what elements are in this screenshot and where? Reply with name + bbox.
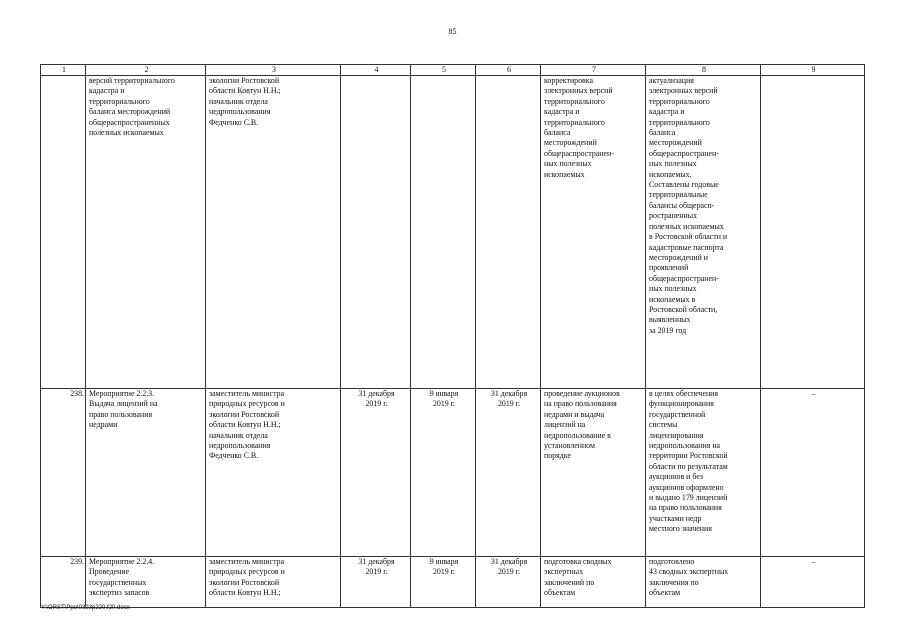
cell-line: электронных версий xyxy=(649,86,718,96)
cell-line: в целях обеспечения xyxy=(649,389,719,398)
cell-line: 2019 г. xyxy=(365,567,388,577)
cell-line: территориального xyxy=(544,96,605,106)
cell-line: аукционов оформлено xyxy=(649,482,724,492)
cell-line: области Ковтун Н.Н.; xyxy=(209,86,281,96)
cell-responsible xyxy=(206,76,341,389)
cell-line: начальник отдела xyxy=(209,96,268,106)
cell-line: аукционов и без xyxy=(649,472,703,482)
cell-line: Проведение xyxy=(89,567,130,577)
cell-activity xyxy=(86,557,206,608)
cell-end-date xyxy=(476,76,541,389)
cell-result-actual xyxy=(646,389,761,557)
cell-line: Федченко С.В. xyxy=(209,451,259,461)
cell-start-date xyxy=(411,76,476,389)
cell-line: территории Ростовской xyxy=(649,451,728,461)
cell-line: ных полезных xyxy=(544,159,592,169)
cell-line: кадастра и xyxy=(544,107,580,117)
cell-line: версий территориального xyxy=(89,76,175,85)
cell-line: функционирования xyxy=(649,399,714,409)
col-header: 4 xyxy=(341,65,411,76)
cell-end-date xyxy=(476,557,541,608)
cell-line: кадастра и xyxy=(89,86,125,96)
cell-result-actual xyxy=(646,557,761,608)
cell-line: электронных версий xyxy=(544,86,613,96)
cell-line: системы xyxy=(649,420,678,430)
cell-line: 2019 г. xyxy=(497,399,521,409)
col-header: 6 xyxy=(476,65,541,76)
cell-line: государственных xyxy=(89,577,147,587)
file-path-footer: Y:\ORST\Ppo\0323p220.f20.docx xyxy=(41,605,130,611)
cell-reasons: – xyxy=(761,389,865,557)
report-table xyxy=(40,64,865,608)
cell-line: право пользования xyxy=(89,409,153,419)
cell-number: 238. xyxy=(41,389,86,557)
cell-line: корректировка xyxy=(544,76,594,85)
cell-line: объектам xyxy=(544,588,576,598)
cell-line: 31 декабря xyxy=(358,389,395,398)
cell-line: 31 декабря xyxy=(490,389,528,398)
cell-line: экологии Ростовской xyxy=(209,409,280,419)
cell-activity xyxy=(86,76,206,389)
cell-plan-date xyxy=(341,76,411,389)
cell-line: лицензирования xyxy=(649,430,704,440)
cell-line: общераспространенных xyxy=(89,117,170,127)
cell-line: участками недр xyxy=(649,513,702,523)
cell-plan-date xyxy=(341,389,411,557)
cell-line: недропользования на xyxy=(649,441,721,451)
cell-line: установленном xyxy=(544,441,595,451)
cell-line: экологии Ростовской xyxy=(209,76,280,85)
col-header: 3 xyxy=(206,65,341,76)
cell-end-date xyxy=(476,389,541,557)
cell-start-date xyxy=(411,557,476,608)
cell-line: за 2019 год xyxy=(649,325,687,335)
cell-line: Выдача лицензий на xyxy=(89,399,158,409)
cell-line: Мероприятие 2.2.4. xyxy=(89,557,155,566)
cell-reasons: – xyxy=(761,557,865,608)
table-row xyxy=(41,389,865,557)
cell-line: заместитель министра xyxy=(209,557,285,566)
col-header: 8 xyxy=(646,65,761,76)
cell-line: месторождений xyxy=(649,138,702,148)
cell-line: территориального xyxy=(649,117,710,127)
col-header: 5 xyxy=(411,65,476,76)
cell-reasons xyxy=(761,76,865,389)
cell-line: порядке xyxy=(544,451,571,461)
cell-line: 9 января xyxy=(429,389,459,398)
cell-start-date xyxy=(411,389,476,557)
cell-line: природных ресурсов и xyxy=(209,567,285,577)
cell-line: Мероприятие 2.2.3. xyxy=(89,389,155,398)
cell-line: на право пользования xyxy=(649,503,722,513)
cell-line: ных полезных xyxy=(649,159,697,169)
table-row-continued xyxy=(41,76,865,389)
cell-line: актуализация xyxy=(649,76,694,85)
cell-line: 2019 г. xyxy=(497,567,521,577)
cell-responsible xyxy=(206,557,341,608)
cell-line: государственной xyxy=(649,409,706,419)
cell-number xyxy=(41,76,86,389)
cell-result-planned xyxy=(541,557,646,608)
cell-result-actual xyxy=(646,76,761,389)
cell-plan-date xyxy=(341,557,411,608)
cell-line: подготовка сводных xyxy=(544,557,612,566)
cell-activity xyxy=(86,389,206,557)
cell-line: и выдано 179 лицензий xyxy=(649,493,728,503)
cell-line: 9 января xyxy=(429,557,459,566)
cell-line: полезных ископаемых xyxy=(649,221,724,231)
cell-line: 31 декабря xyxy=(358,557,395,566)
col-header: 7 xyxy=(541,65,646,76)
cell-line: полезных ископаемых xyxy=(89,128,164,138)
cell-line: территориального xyxy=(649,96,710,106)
cell-line: недропользование в xyxy=(544,430,611,440)
col-header: 9 xyxy=(761,65,865,76)
cell-line: экспертных xyxy=(544,567,584,577)
cell-line: лицензий на xyxy=(544,420,586,430)
cell-line: экспертиз запасов xyxy=(89,588,150,598)
cell-line: месторождений xyxy=(544,138,597,148)
header-row xyxy=(41,65,865,76)
cell-line: общераспространен- xyxy=(649,273,719,283)
cell-line: Федченко С.В. xyxy=(209,117,259,127)
cell-line: территориального xyxy=(544,117,605,127)
cell-result-planned xyxy=(541,76,646,389)
cell-line: балансы общерасп- xyxy=(649,200,715,210)
col-header: 1 xyxy=(41,65,86,76)
cell-line: ископаемых. xyxy=(649,169,692,179)
cell-line: 2019 г. xyxy=(432,567,456,577)
cell-responsible xyxy=(206,389,341,557)
cell-line: заместитель министра xyxy=(209,389,285,398)
cell-line: общераспространен- xyxy=(544,148,614,158)
cell-line: выявленных xyxy=(649,315,691,325)
cell-result-planned xyxy=(541,389,646,557)
cell-line: проведение аукционов xyxy=(544,389,620,398)
cell-line: заключений по xyxy=(544,577,595,587)
cell-line: в Ростовской области и xyxy=(649,232,728,242)
cell-line: местного значения xyxy=(649,524,712,534)
col-header: 2 xyxy=(86,65,206,76)
cell-line: недрами xyxy=(89,420,118,430)
cell-line: заключения по xyxy=(649,577,699,587)
cell-line: 43 сводных экспертных xyxy=(649,567,729,577)
cell-line: месторождений и xyxy=(649,252,709,262)
cell-line: Составлены годовые xyxy=(649,180,719,190)
cell-line: кадастровые паспорта xyxy=(649,242,724,252)
cell-line: 2019 г. xyxy=(432,399,456,409)
cell-line: объектам xyxy=(649,588,681,598)
cell-line: области Ковтун Н.Н.; xyxy=(209,588,281,598)
cell-line: территориального xyxy=(89,96,150,106)
cell-line: территориальные xyxy=(649,190,708,200)
cell-line: начальник отдела xyxy=(209,430,268,440)
cell-line: баланса месторождений xyxy=(89,107,171,117)
cell-line: проявлений xyxy=(649,263,689,273)
cell-line: ных полезных xyxy=(649,284,697,294)
cell-line: 31 декабря xyxy=(490,557,528,566)
cell-line: Ростовской области, xyxy=(649,304,718,314)
cell-line: общераспространен- xyxy=(649,148,719,158)
cell-line: на право пользования xyxy=(544,399,617,409)
page-number: 85 xyxy=(448,27,457,36)
cell-line: ископаемых xyxy=(544,169,585,179)
cell-line: недропользования xyxy=(209,441,271,451)
cell-line: области по результатам xyxy=(649,461,728,471)
cell-line: недропользования xyxy=(209,107,271,117)
cell-line: кадастра и xyxy=(649,107,685,117)
cell-line: 2019 г. xyxy=(365,399,388,409)
cell-line: природных ресурсов и xyxy=(209,399,285,409)
table-row xyxy=(41,557,865,608)
cell-line: ископаемых в xyxy=(649,294,696,304)
cell-line: экологии Ростовской xyxy=(209,577,280,587)
cell-line: ространенных xyxy=(649,211,697,221)
cell-line: подготовлено xyxy=(649,557,695,566)
cell-number: 239. xyxy=(41,557,86,608)
cell-line: баланса xyxy=(544,128,571,138)
cell-line: области Ковтун Н.Н.; xyxy=(209,420,281,430)
cell-line: баланса xyxy=(649,128,676,138)
cell-line: недрами и выдача xyxy=(544,409,605,419)
